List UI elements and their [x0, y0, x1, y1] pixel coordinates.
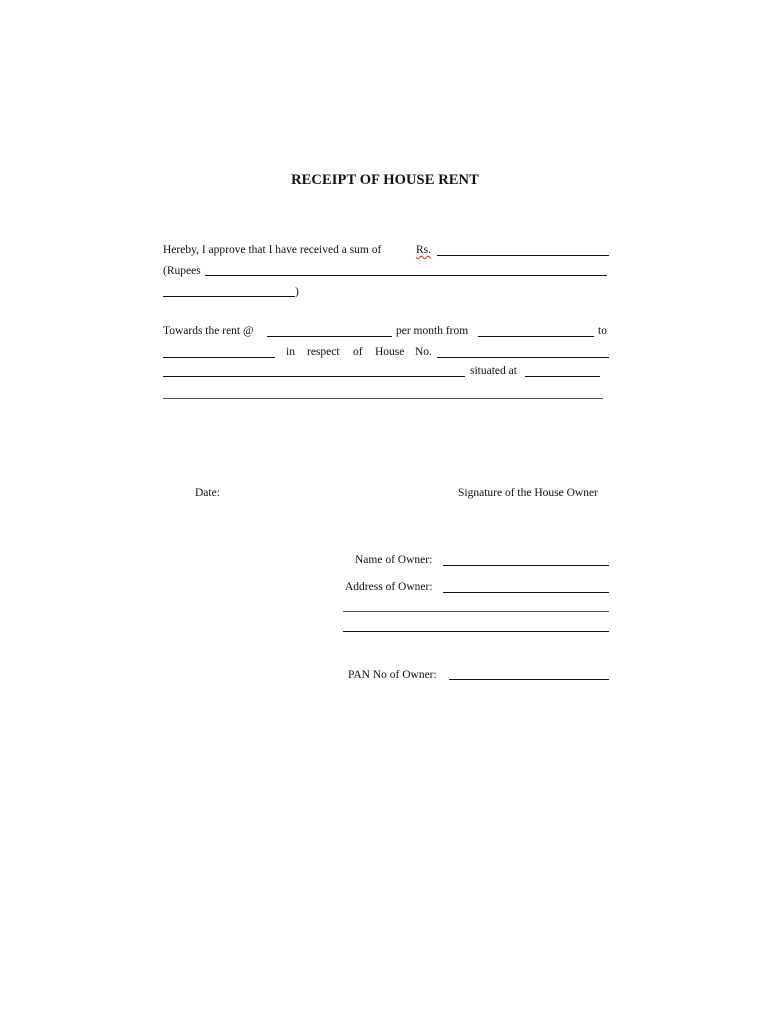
house-label: House — [375, 346, 405, 358]
rupees-close-paren: ) — [295, 286, 299, 298]
date-label: Date: — [195, 487, 220, 499]
rent-amount-blank[interactable] — [267, 336, 392, 337]
owner-name-label: Name of Owner: — [355, 554, 433, 566]
of-label: of — [353, 346, 363, 358]
per-month-from-label: per month from — [396, 325, 469, 337]
to-date-blank[interactable] — [163, 357, 275, 358]
owner-pan-blank[interactable] — [449, 679, 609, 680]
amount-blank[interactable] — [437, 255, 609, 256]
owner-address-blank-2[interactable] — [343, 611, 609, 612]
in-label: in — [286, 346, 295, 358]
currency-label: Rs. — [416, 244, 432, 256]
signature-label: Signature of the House Owner — [458, 487, 598, 499]
to-label: to — [598, 325, 607, 337]
address-blank-2[interactable] — [163, 398, 603, 399]
receipt-title: RECEIPT OF HOUSE RENT — [291, 172, 479, 188]
owner-name-blank[interactable] — [443, 565, 609, 566]
owner-address-blank-3[interactable] — [343, 631, 609, 632]
towards-rent-label: Towards the rent @ — [163, 325, 254, 337]
house-no-blank[interactable] — [437, 357, 609, 358]
address-blank[interactable] — [163, 376, 465, 377]
situated-at-blank[interactable] — [525, 376, 600, 377]
received-sum-text: Hereby, I approve that I have received a sum of — [163, 244, 382, 256]
rupees-open-label: (Rupees — [163, 265, 201, 277]
situated-at-label: situated at — [470, 365, 517, 377]
house-no-label: No. — [415, 346, 432, 358]
owner-address-label: Address of Owner: — [345, 581, 433, 593]
amount-in-words-blank-2[interactable] — [163, 296, 295, 297]
owner-pan-label: PAN No of Owner: — [348, 669, 437, 681]
owner-address-blank[interactable] — [443, 592, 609, 593]
from-date-blank[interactable] — [478, 336, 594, 337]
respect-label: respect — [307, 346, 340, 358]
amount-in-words-blank[interactable] — [205, 275, 607, 276]
